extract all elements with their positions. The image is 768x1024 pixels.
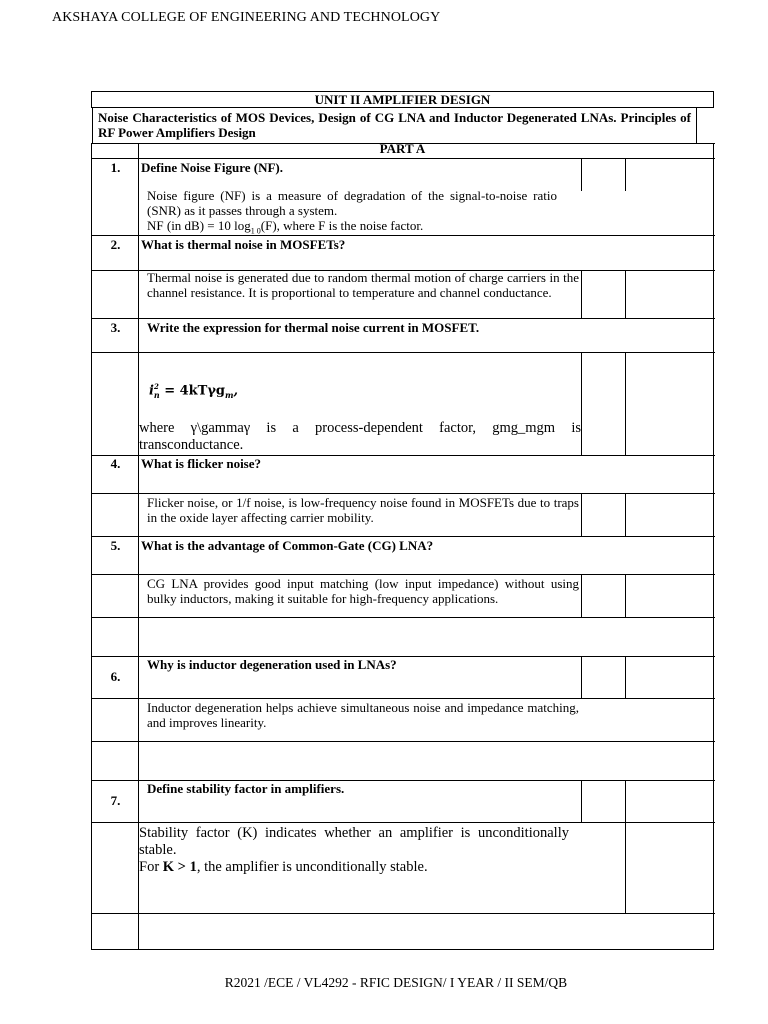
- question-number: 2.: [110, 237, 121, 252]
- question-bank-table: [91, 91, 714, 950]
- col-divider-a: [581, 780, 582, 822]
- question-text: What is thermal noise in MOSFETs?: [141, 237, 346, 252]
- col-divider-a: [581, 656, 582, 698]
- question-number: 6.: [110, 669, 121, 684]
- question-text: Define Noise Figure (NF).: [141, 160, 284, 175]
- question-text: Define stability factor in amplifiers.: [147, 781, 345, 796]
- col-divider-a: [581, 352, 582, 455]
- answer-text: where γ\gammaγ is a process-dependent factor, gmg_mgm is transconductance.: [139, 420, 581, 453]
- questions-grid: [91, 143, 714, 950]
- col-divider-a: [581, 574, 582, 617]
- question-number: 4.: [110, 456, 121, 471]
- part-title: PART A: [379, 141, 426, 156]
- answer-text: CG LNA provides good input matching (low input impedance) without using bulky inductors, making it suitable for high-frequency applications.: [147, 576, 579, 606]
- col-divider-b: [625, 780, 626, 822]
- col-divider-b: [625, 574, 626, 617]
- col-divider-a: [581, 493, 582, 536]
- college-name: AKSHAYA COLLEGE OF ENGINEERING AND TECHNOLOGY: [52, 10, 441, 25]
- question-number: 7.: [110, 793, 121, 808]
- unit-syllabus: Noise Characteristics of MOS Devices, Design of CG LNA and Inductor Degenerated LNAs. Principles of RF Power Amplifiers Design: [92, 107, 697, 144]
- col-divider-b: [625, 656, 626, 698]
- question-text: What is flicker noise?: [141, 456, 262, 471]
- unit-title: UNIT II AMPLIFIER DESIGN: [314, 92, 491, 107]
- col-divider-a: [581, 158, 582, 191]
- answer-text: Inductor degeneration helps achieve simultaneous noise and impedance matching, and improves linearity.: [147, 700, 579, 730]
- answer-text: Noise figure (NF) is a measure of degradation of the signal-to-noise ratio (SNR) as it passes through a system. NF (in dB) = 10 $\log_{1 0}(F)$, where F is the noise factor.: [147, 188, 557, 236]
- col-divider-b: [625, 158, 626, 191]
- col-divider-a: [581, 270, 582, 318]
- question-text: What is the advantage of Common-Gate (CG) LNA?: [141, 538, 434, 553]
- answer-text: Stability factor (K) indicates whether an amplifier is unconditionally stable. For K > 1, the amplifier is unconditionally stable.: [139, 825, 569, 875]
- col-divider-b: [625, 270, 626, 318]
- question-number: 3.: [110, 320, 121, 335]
- col-divider-b: [625, 352, 626, 455]
- col-divider-b: [625, 822, 626, 913]
- col-divider-b: [625, 493, 626, 536]
- question-number: 5.: [110, 538, 121, 553]
- answer-text: Thermal noise is generated due to random thermal motion of charge carriers in the channel resistance. It is proportional to temperature and channel conductance.: [147, 270, 579, 300]
- noise-current-formula: $i^2_n = 4kT\gamma g_m$,: [149, 382, 239, 400]
- question-number: 1.: [110, 160, 121, 175]
- page-footer: R2021 /ECE / VL4292 - RFIC DESIGN/ I YEAR / II SEM/QB: [224, 975, 568, 990]
- question-text: Write the expression for thermal noise current in MOSFET.: [147, 320, 480, 335]
- answer-text: Flicker noise, or 1/f noise, is low-frequency noise found in MOSFETs due to traps in the oxide layer affecting carrier mobility.: [147, 495, 579, 525]
- question-text: Why is inductor degeneration used in LNAs?: [147, 657, 397, 672]
